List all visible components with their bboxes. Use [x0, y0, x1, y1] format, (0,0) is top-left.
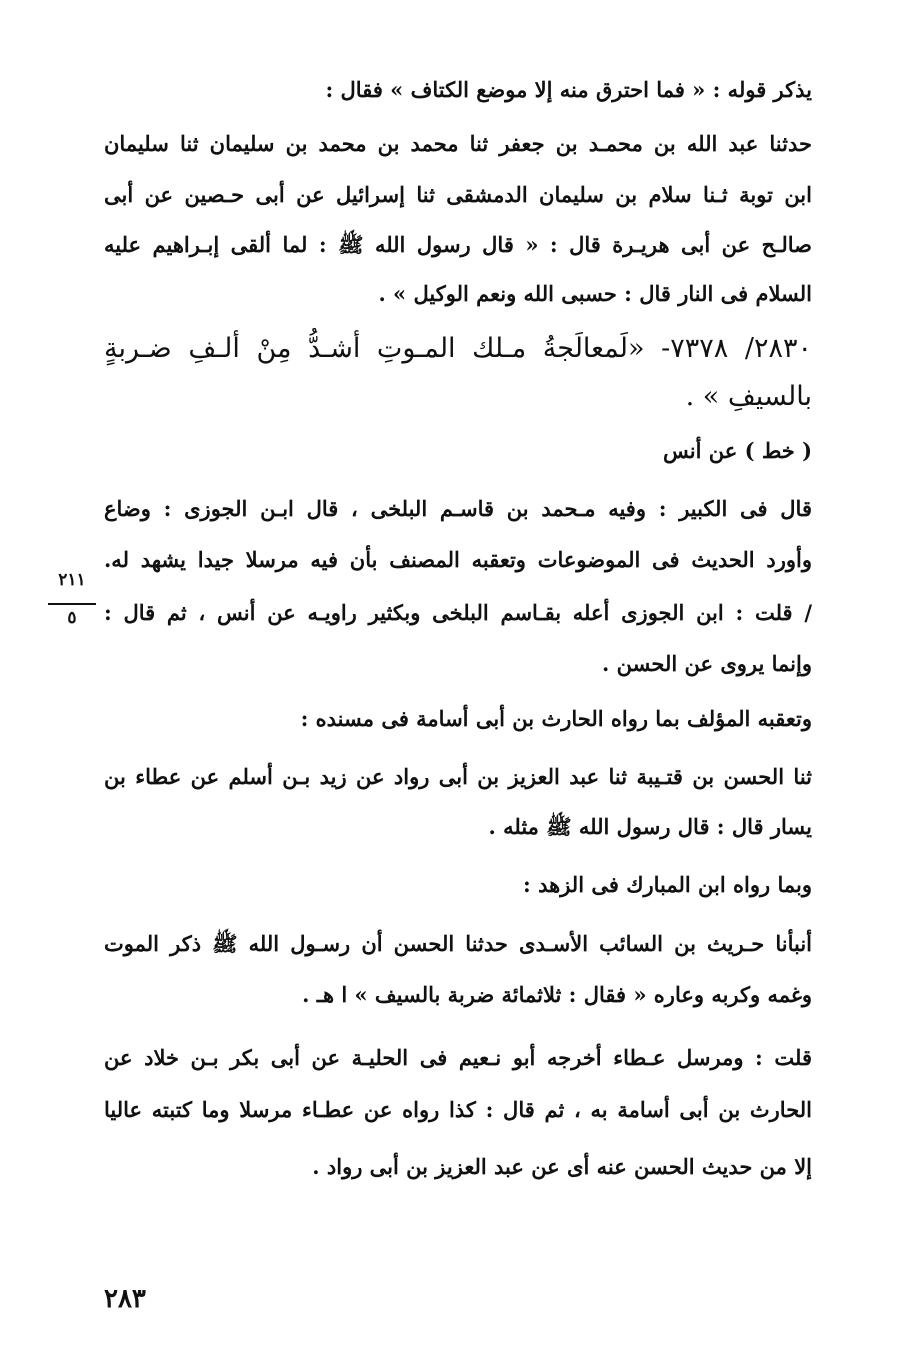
- text-line-9: قال فى الكبير : وفيه مـحمد بن قاسـم البلخى ، قال ابـن الجوزى : وضاع: [104, 496, 812, 521]
- text-line-2: حدثنا عبد الله بن محمـد بن جعفر ثنا محمد بن محمد بن سليمان ثنا سليمان: [104, 131, 812, 156]
- text-line-20: الحارث بن أبى أسامة به ، ثم قال : كذا رواه عن عطـاء مرسلا وما كتبته عاليا: [104, 1097, 812, 1122]
- text-line-3: ابن توبة ثـنا سلام بن سليمان الدمشقى ثنا إسرائيل عن أبى حـصين عن أبى: [104, 182, 812, 207]
- text-line-14: ثنا الحسن بن قتـيبة ثنا عبد العزيز بن أبى رواد عن زيد بـن أسلم عن عطاء بن: [104, 764, 812, 789]
- hadith-text-line-1: ٢٨٣٠/ ٧٣٧٨- «لَمعالَجةُ مـلك المـوتِ أشـدُّ مِنْ ألـفِ ضـربةٍ: [104, 333, 812, 364]
- margin-folio-bottom: ٥: [67, 608, 77, 628]
- hadith-text-line-2: بالسيفِ » .: [685, 381, 812, 412]
- page-number: ٢٨٣: [104, 1284, 146, 1314]
- text-line-5: السلام فى النار قال : حسبى الله ونعم الوكيل » .: [378, 281, 812, 306]
- text-line-15: يسار قال : قال رسول الله ﷺ مثله .: [488, 814, 812, 839]
- margin-folio-top: ٢١١: [58, 570, 86, 590]
- text-line-10: وأورد الحديث فى الموضوعات وتعقبه المصنف بأن فيه مرسلا جيدا يشهد له.: [104, 547, 812, 572]
- text-line-21: إلا من حديث الحسن عنه أى عن عبد العزيز بن أبى رواد .: [312, 1154, 812, 1179]
- text-line-17: أنبأنا حـريث بن السائب الأسـدى حدثنا الحسن أن رسـول الله ﷺ ذكر الموت: [104, 931, 812, 956]
- text-line-19: قلت : ومرسل عـطاء أخرجه أبو نـعيم فى الحليـة عن أبى بكر بـن خلاد عن: [104, 1045, 812, 1070]
- text-line-4: صالـح عن أبى هريـرة قال : « قال رسول الله ﷺ : لما ألقى إبـراهيم عليه: [104, 232, 812, 257]
- text-line-12: وإنما يروى عن الحسن .: [602, 651, 812, 676]
- margin-rule: [48, 603, 96, 605]
- text-line-11: / قلت : ابن الجوزى أعله بقـاسم البلخى وبكثير راويـه عن أنس ، ثم قال :: [104, 600, 812, 625]
- text-line-16: وبما رواه ابن المبارك فى الزهد :: [523, 872, 812, 897]
- text-line-1: يذكر قوله : « فما احترق منه إلا موضع الكتاف » فقال :: [325, 77, 812, 102]
- source-reference: ( خط ) عن أنس: [663, 438, 812, 463]
- text-line-18: وغمه وكربه وعاره « فقال : ثلاثمائة ضربة بالسيف » ا هـ .: [302, 982, 812, 1007]
- text-line-13: وتعقبه المؤلف بما رواه الحارث بن أبى أسامة فى مسنده :: [300, 706, 812, 731]
